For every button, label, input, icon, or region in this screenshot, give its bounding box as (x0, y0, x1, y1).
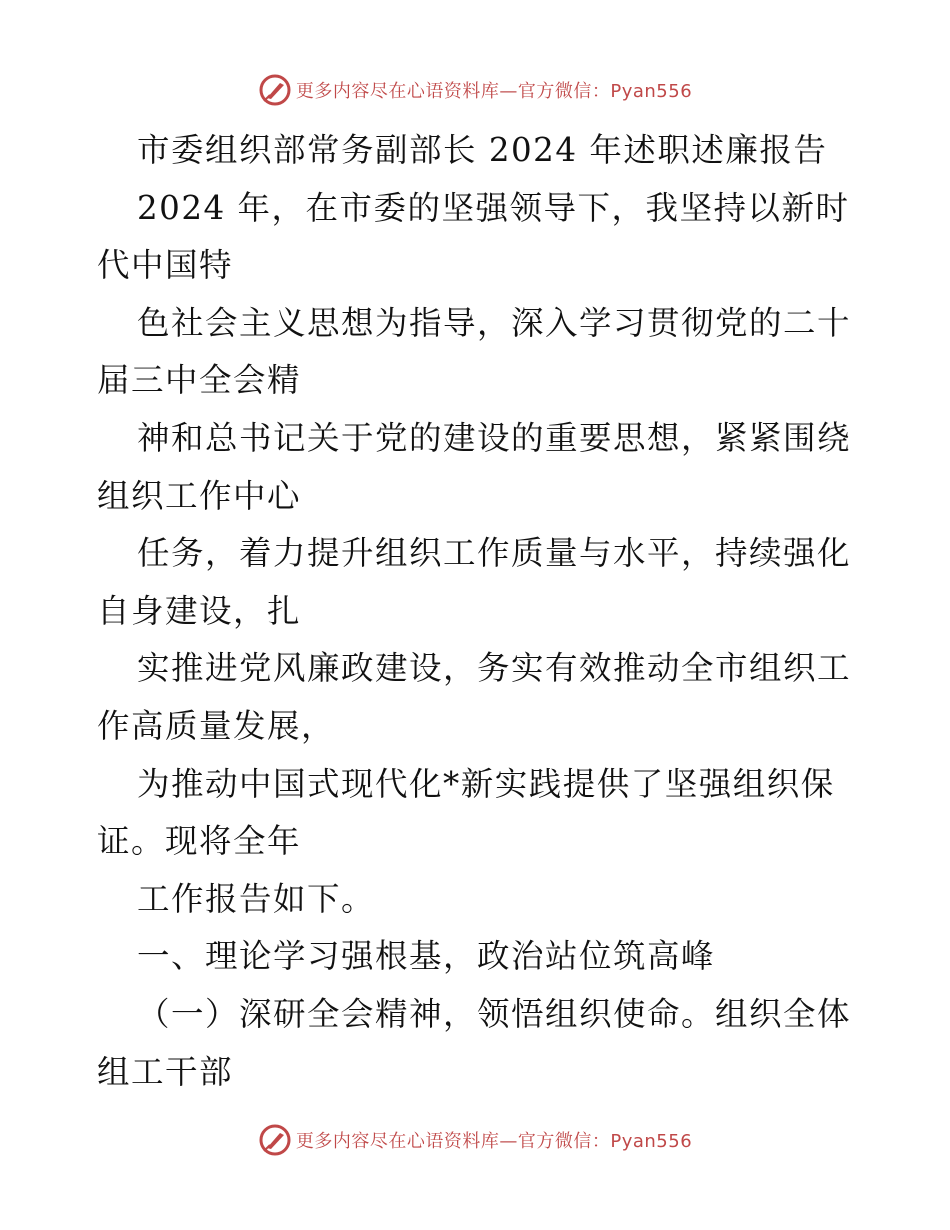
paragraph-line: 自身建设，扎 (97, 591, 302, 630)
document-body (97, 122, 857, 1101)
paragraph-line: 工作报告如下。 (137, 879, 376, 918)
paragraph-line: 任务，着力提升组织工作质量与水平，持续强化 (137, 534, 852, 573)
subsection-heading: （一）深研全会精神，领悟组织使命。组织全体 (137, 994, 852, 1033)
section-heading: 一、理论学习强根基，政治站位筑高峰 (137, 937, 716, 976)
watermark-text: 更多内容尽在心语资料库—官方微信：Pyan556 (295, 81, 693, 102)
paragraph-line: 为推动中国式现代化*新实践提供了坚强组织保 (137, 764, 835, 803)
paragraph-line: 组工干部 (97, 1052, 234, 1091)
paragraph-line: 作高质量发展， (97, 706, 336, 745)
paragraph-line: 2024 年，在市委的坚强领导下，我坚持以新时 (137, 188, 850, 227)
paragraph-line: 神和总书记关于党的建设的重要思想，紧紧围绕 (137, 418, 852, 457)
quill-logo-icon (258, 73, 292, 107)
paragraph-line: 实推进党风廉政建设，务实有效推动全市组织工 (137, 649, 852, 688)
paragraph-line: 届三中全会精 (97, 361, 302, 400)
watermark-footer (0, 1120, 950, 1160)
document-title: 市委组织部常务副部长 2024 年述职述廉报告 (137, 131, 828, 169)
paragraph-line: 证。现将全年 (97, 822, 302, 861)
paragraph-line: 色社会主义思想为指导，深入学习贯彻党的二十 (137, 303, 852, 342)
paragraph-line: 代中国特 (97, 246, 234, 285)
quill-logo-icon (258, 1123, 292, 1157)
watermark-header (0, 70, 950, 110)
watermark-text: 更多内容尽在心语资料库—官方微信：Pyan556 (295, 1131, 693, 1152)
paragraph-line: 组织工作中心 (97, 476, 302, 515)
